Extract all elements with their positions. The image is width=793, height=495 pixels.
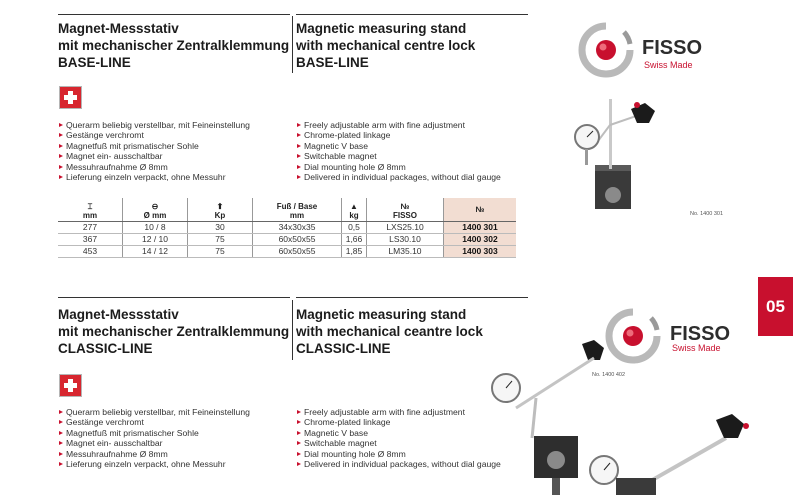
magnetic-stand-image [565,95,675,215]
product-2-features-en [296,407,501,469]
col-article-no: № [444,198,517,222]
feature-item: Lieferung einzeln verpackt, ohne Messuhr [58,172,250,182]
product-2-features-de [58,407,250,469]
product-2-title-en: Magnetic measuring stand with mechanical ceantre lock CLASSIC-LINE [296,307,483,356]
feature-item: Freely adjustable arm with fine adjustment [296,120,501,130]
arm-length-icon: ⌶ [87,202,93,211]
brand-tagline: Swiss Made [672,343,721,353]
brand-name: FISSO [642,37,703,59]
feature-item: Switchable magnet [296,151,501,161]
image-caption-1: No. 1400 301 [690,211,724,217]
brand-tagline: Swiss Made [644,60,693,70]
feature-item: Messuhraufnahme Ø 8mm [58,162,250,172]
feature-item: Dial mounting hole Ø 8mm [296,449,501,459]
diameter-icon: ⊖ [151,202,159,211]
feature-item: Magnetfuß mit prismatischer Sohle [58,428,250,438]
product-1-title-de: Magnet-Messstativ mit mechanischer Zentralklemmung BASE-LINE [58,21,290,70]
col-arm-length: ⌶ mm [58,198,123,222]
feature-item: Gestänge verchromt [58,417,250,427]
table-row: 277 10 / 8 30 34x30x35 0,5 LXS25.10 1400 301 [58,222,516,234]
feature-item: Magnetic V base [296,428,501,438]
feature-item: Magnetfuß mit prismatischer Sohle [58,141,250,151]
feature-item: Magnetic V base [296,141,501,151]
title-divider-2 [292,300,293,360]
classic-stand-image [476,338,758,495]
top-rule-en-2 [296,297,528,298]
title-divider [292,16,293,73]
section-tab: 05 [758,277,793,336]
product-1-features-de [58,120,250,182]
brand-name: FISSO [670,323,731,345]
force-icon: ⬆ [216,202,224,211]
table-header-row [58,198,516,222]
feature-item: Messuhraufnahme Ø 8mm [58,449,250,459]
feature-item: Chrome-plated linkage [296,130,501,140]
col-fisso-no: № FISSO [367,198,444,222]
feature-item: Dial mounting hole Ø 8mm [296,162,501,172]
table-row: 367 12 / 10 75 60x50x55 1,66 LS30.10 1400 302 [58,234,516,246]
top-rule-en [296,14,528,15]
feature-item: Querarm beliebig verstellbar, mit Feineinstellung [58,407,250,417]
spec-table [58,198,516,258]
image-caption-2: No. 1400 402 [592,372,626,378]
table-row: 453 14 / 12 75 60x50x55 1,85 LM35.10 1400 303 [58,246,516,258]
swiss-flag-icon [59,86,82,109]
feature-item: Lieferung einzeln verpackt, ohne Messuhr [58,459,250,469]
fisso-logo-icon [576,20,636,80]
col-weight: ▲ kg [342,198,367,222]
weight-icon: ▲ [350,202,358,211]
product-1-features-en [296,120,501,182]
feature-item: Gestänge verchromt [58,130,250,140]
feature-item: Querarm beliebig verstellbar, mit Feineinstellung [58,120,250,130]
top-rule-de-2 [58,297,290,298]
feature-item: Delivered in individual packages, without dial gauge [296,459,501,469]
top-rule-de [58,14,290,15]
feature-item: Magnet ein- ausschaltbar [58,151,250,161]
col-diameter: ⊖ Ø mm [123,198,188,222]
col-force: ⬆ Kp [188,198,253,222]
product-1-title-en: Magnetic measuring stand with mechanical centre lock BASE-LINE [296,21,476,70]
feature-item: Freely adjustable arm with fine adjustment [296,407,501,417]
product-2-title-de: Magnet-Messstativ mit mechanischer Zentralklemmung CLASSIC-LINE [58,307,290,356]
swiss-flag-icon [59,374,82,397]
feature-item: Magnet ein- ausschaltbar [58,438,250,448]
feature-item: Switchable magnet [296,438,501,448]
col-base: Fuß / Base mm [253,198,342,222]
feature-item: Delivered in individual packages, without dial gauge [296,172,501,182]
feature-item: Chrome-plated linkage [296,417,501,427]
